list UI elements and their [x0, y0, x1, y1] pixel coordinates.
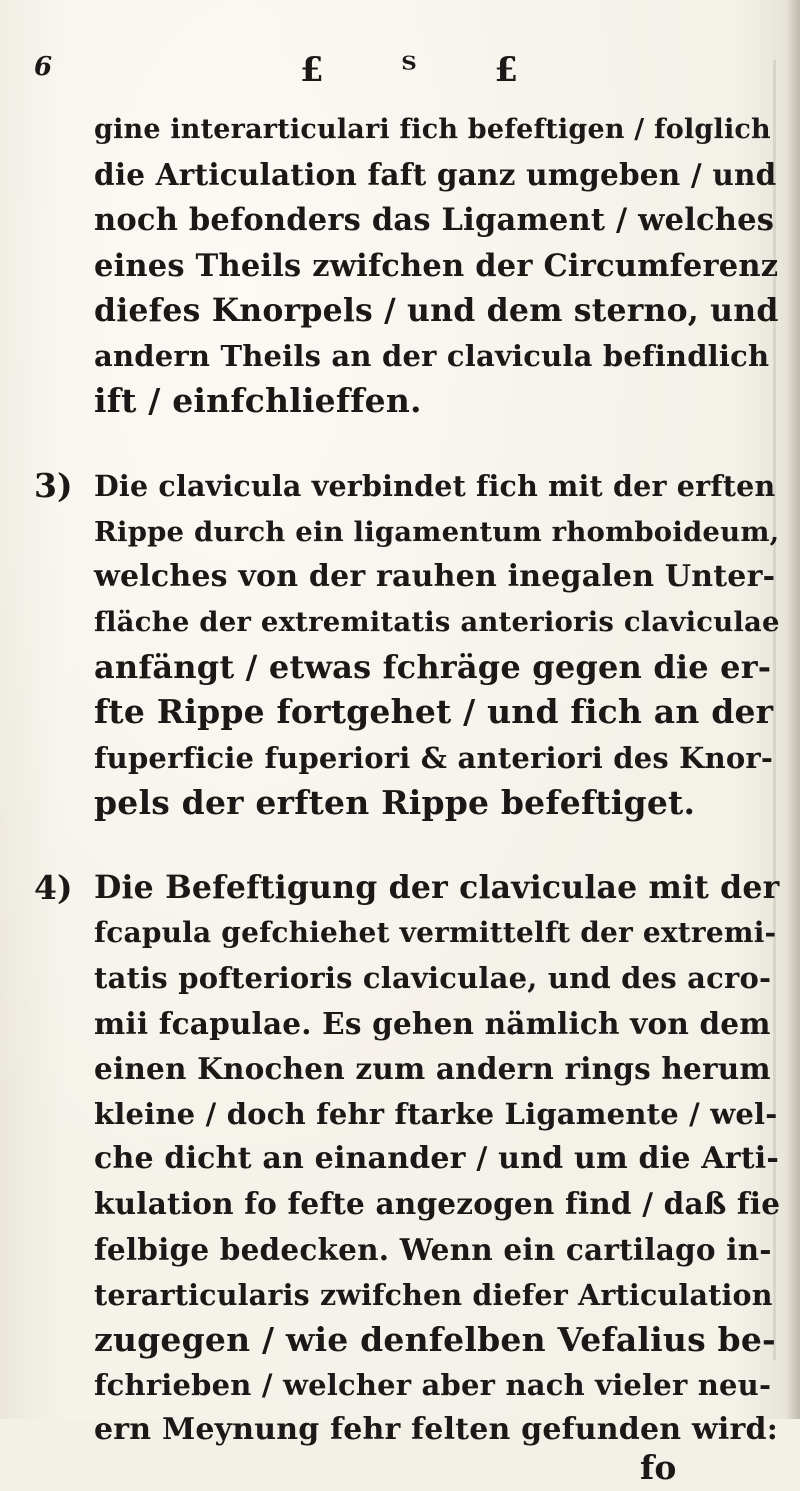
running-head-ornament-center: ᵀ [401, 50, 419, 90]
text-line: fcapula gefchiehet vermittelft der extremi- [94, 916, 777, 950]
text-line: ern Meynung fehr felten gefunden wird: [94, 1412, 778, 1448]
text-line: zugegen / wie denfelben Vefalius be‐ [94, 1320, 776, 1359]
running-head-ornament-right: £ [494, 50, 520, 90]
text-line: welches von der rauhen inegalen Unter‐ [94, 558, 776, 594]
text-line: Die Befeftigung der claviculae mit der [94, 869, 780, 906]
text-line: tatis pofterioris claviculae, und des acro- [94, 961, 772, 996]
paragraph-marker: 3) [34, 466, 73, 506]
text-line: eines Theils zwifchen der Circumferenz [94, 247, 779, 284]
text-line: fläche der extremitatis anterioris claviculae [94, 606, 780, 638]
text-line: felbige bedecken. Wenn ein cartilago in- [94, 1231, 772, 1267]
text-line: terarticularis zwifchen diefer Articulation [94, 1277, 773, 1312]
text-line: gine interarticulari fich befeftigen / folglich [94, 114, 771, 145]
text-line: anfängt / etwas fchräge gegen die er‐ [94, 648, 772, 687]
catchword: fo [640, 1447, 677, 1487]
running-head-ornament-left: £ [300, 50, 326, 90]
text-line: andern Theils an der clavicula befindlich [94, 339, 770, 373]
text-line: Die clavicula verbindet fich mit der erften [94, 469, 776, 504]
text-line: fte Rippe fortgehet / und fich an der [94, 692, 774, 732]
text-line: noch befonders das Ligament / welches [94, 202, 775, 239]
text-line: che dicht an einander / und um die Arti‐ [94, 1141, 780, 1177]
text-line: kulation fo fefte angezogen find / daß fie [94, 1186, 781, 1222]
text-line: kleine / doch fehr ftarke Ligamente / wel‐ [94, 1097, 778, 1131]
text-line: diefes Knorpels / und dem sterno, und [94, 291, 779, 329]
text-line: mii fcapulae. Es gehen nämlich von dem [94, 1005, 771, 1041]
text-line: ift / einfchlieffen. [94, 381, 422, 421]
text-line: fuperficie fuperiori & anteriori des Knor‐ [94, 740, 774, 775]
text-line: Rippe durch ein ligamentum rhomboideum, [94, 515, 780, 548]
text-line: die Articulation faft ganz umgeben / und [94, 157, 777, 193]
page-number: 6 [34, 52, 53, 82]
paragraph-marker: 4) [34, 868, 73, 907]
text-line: pels der erften Rippe befeftiget. [94, 782, 696, 822]
text-line: einen Knochen zum andern rings herum [94, 1050, 771, 1086]
text-line: fchrieben / welcher aber nach vieler neu‐ [94, 1368, 772, 1403]
